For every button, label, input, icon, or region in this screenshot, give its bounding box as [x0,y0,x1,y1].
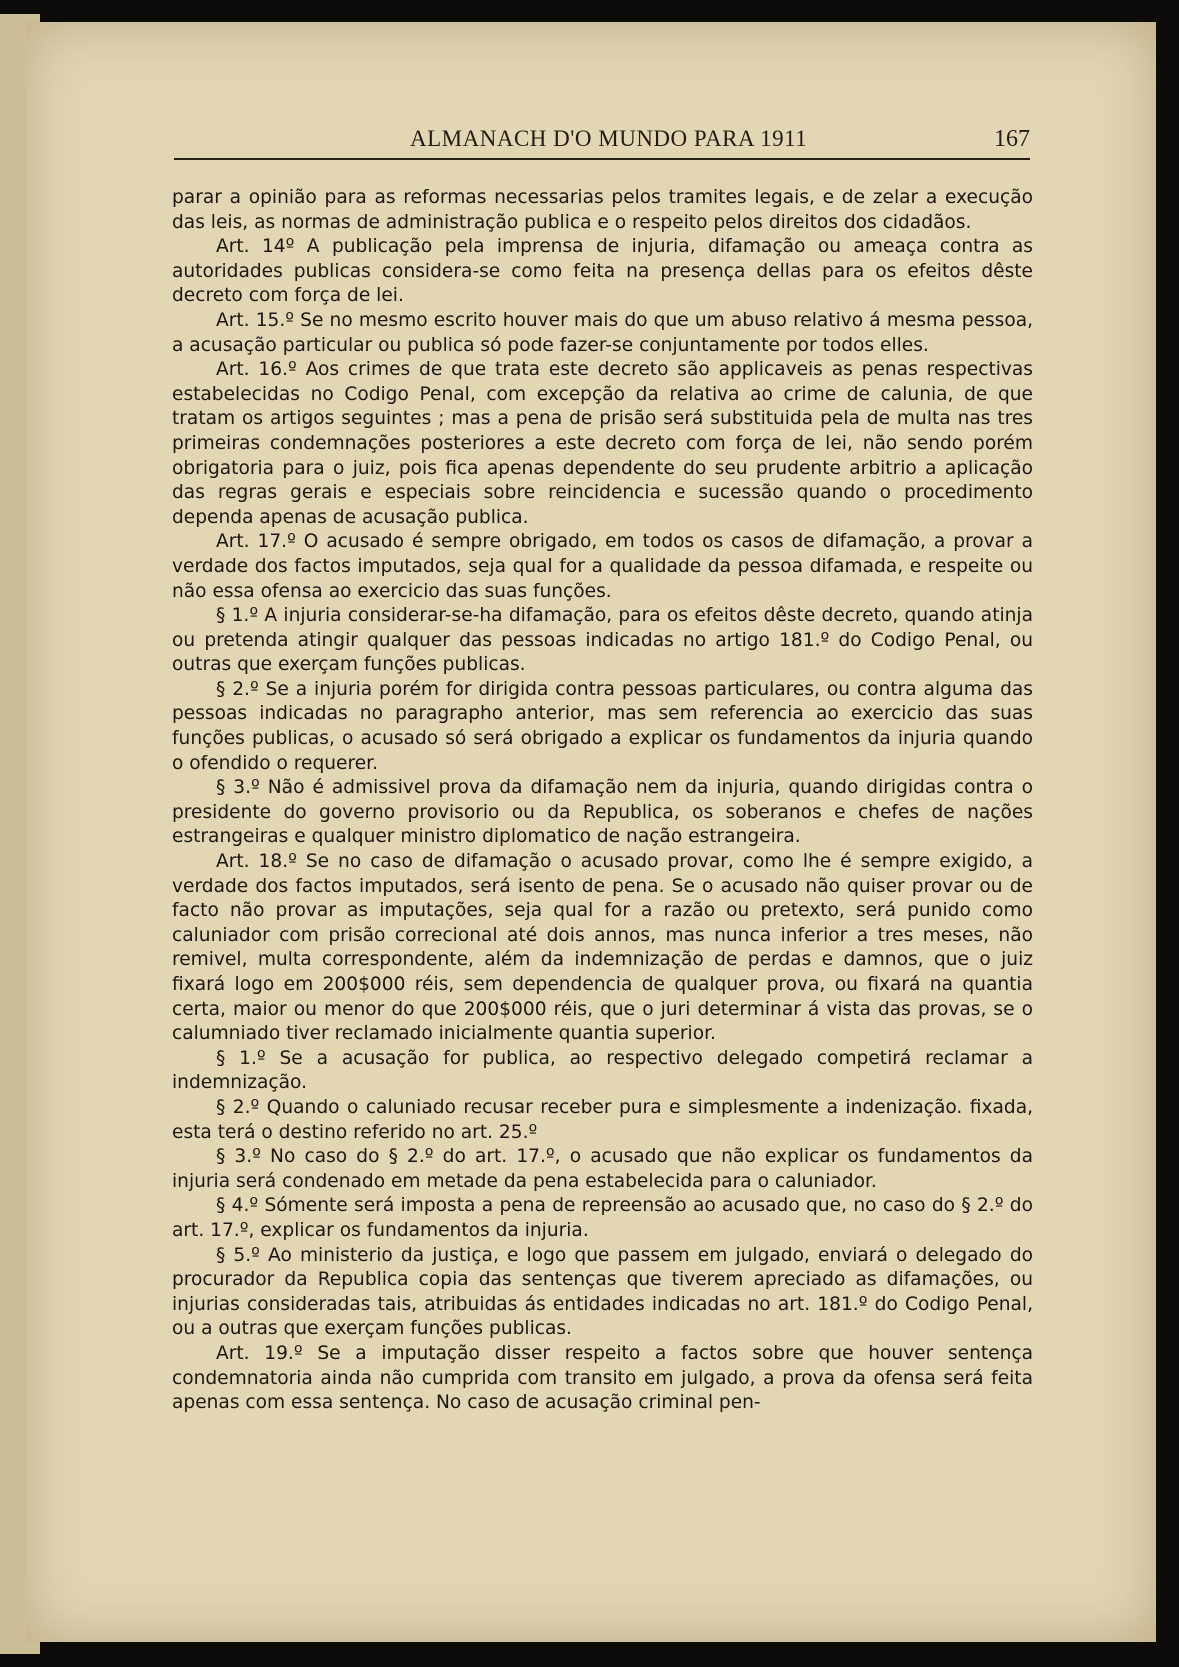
article-14: Art. 14º A publicação pela imprensa de injuria, difamação ou ameaça contra as autoridades publicas considera-se como feita na presença dellas para os efeitos dêste decreto com força de lei. [172,236,1033,307]
article-18-section-4: § 4.º Sómente será imposta a pena de repreensão ao acusado que, no caso do § 2.º do art. 17.º, explicar os fundamentos da injuria. [172,1195,1033,1241]
running-title: ALMANACH D'O MUNDO PARA 1911 [410,126,808,151]
article-18-section-2: § 2.º Quando o caluniado recusar receber pura e simplesmente a indenização. fixada, esta terá o destino referido no art. 25.º [172,1096,1033,1143]
page-body [172,186,1033,1416]
article-18-section-3: § 3.º No caso do § 2.º do art. 17.º, o acusado que não explicar os fundamentos da injuria será condenado em metade da pena estabelecida para o caluniador. [172,1146,1033,1192]
article-17: Art. 17.º O acusado é sempre obrigado, em todos os casos de difamação, a provar a verdade dos factos imputados, seja qual for a qualidade da pessoa difamada, e respeite ou não essa ofensa ao exercicio das suas funções. [172,531,1033,602]
article-18: Art. 18.º Se no caso de difamação o acusado provar, como lhe é sempre exigido, a verdade dos factos imputados, será isento de pena. Se o acusado não quiser provar ou de facto não provar as imputações, seja qual for a razão ou pretexto, será punido como caluniador com prisão correcional até dois annos, mas nunca inferior a tres meses, não remivel, multa correspondente, além da indemnização de perdas e damnos, que o juiz fixará logo em 200$000 réis, sem dependencia de qualquer prova, ou fixará na quantia certa, maior ou menor do que 200$000 réis, que o juri determinar á vista das provas, se o calumniado tiver reclamado inicialmente quantia superior. [172,851,1033,1045]
header-rule [174,158,1030,160]
article-18-section-5: § 5.º Ao ministerio da justiça, e logo que passem em julgado, enviará o delegado do procurador da Republica copia das sentenças que tiverem apreciado as difamações, ou injurias consideradas tais, atribuidas ás entidades indicadas no art. 181.º do Codigo Penal, ou a outras que exerçam funções publicas. [172,1244,1033,1340]
article-15: Art. 15.º Se no mesmo escrito houver mais do que um abuso relativo á mesma pessoa, a acusação particular ou publica só pode fazer-se conjuntamente por todos elles. [172,309,1033,356]
article-17-section-2: § 2.º Se a injuria porém for dirigida contra pessoas particulares, ou contra alguma das pessoas indicadas no paragrapho anterior, mas sem referencia ao exercicio das suas funções publicas, o acusado só será obrigado a explicar os fundamentos da injuria quando o ofendido o requerer. [172,678,1033,774]
article-18-section-1: § 1.º Se a acusação for publica, ao respectivo delegado competirá reclamar a indemnização. [172,1047,1033,1094]
article-19: Art. 19.º Se a imputação disser respeito a factos sobre que houver sentença condemnatoria ainda não cumprida com transito em julgado, a prova da ofensa será feita apenas com essa sentença. No caso de acusação criminal pen- [172,1342,1033,1414]
paragraph-continuation: parar a opinião para as reformas necessarias pelos tramites legais, e de zelar a execução das leis, as normas de administração publica e o respeito pelos direitos dos cidadãos. [172,187,1033,233]
page-header [170,120,1030,160]
page-number: 167 [994,126,1030,152]
article-17-section-1: § 1.º A injuria considerar-se-ha difamação, para os efeitos dêste decreto, quando atinja ou pretenda atingir qualquer das pessoas indicadas no artigo 181.º do Codigo Penal, ou outras que exerçam funções publicas. [172,605,1033,676]
article-17-section-3: § 3.º Não é admissivel prova da difamação nem da injuria, quando dirigidas contra o presidente do governo provisorio ou da Republica, os soberanos e chefes de nações estrangeiras e qualquer ministro diplomatico de nação estrangeira. [172,777,1033,848]
article-16: Art. 16.º Aos crimes de que trata este decreto são applicaveis as penas respectivas estabelecidas no Codigo Penal, com excepção da relativa ao crime de calunia, de que tratam os artigos seguintes ; mas a pena de prisão será substituida pela de multa nas tres primeiras condemnações posteriores a este decreto com força de lei, não sendo porém obrigatoria para o juiz, pois fica apenas dependente do seu prudente arbitrio a aplicação das regras gerais e especiais sobre reincidencia e sucessão quando o procedimento dependa apenas de acusação publica. [172,359,1033,528]
